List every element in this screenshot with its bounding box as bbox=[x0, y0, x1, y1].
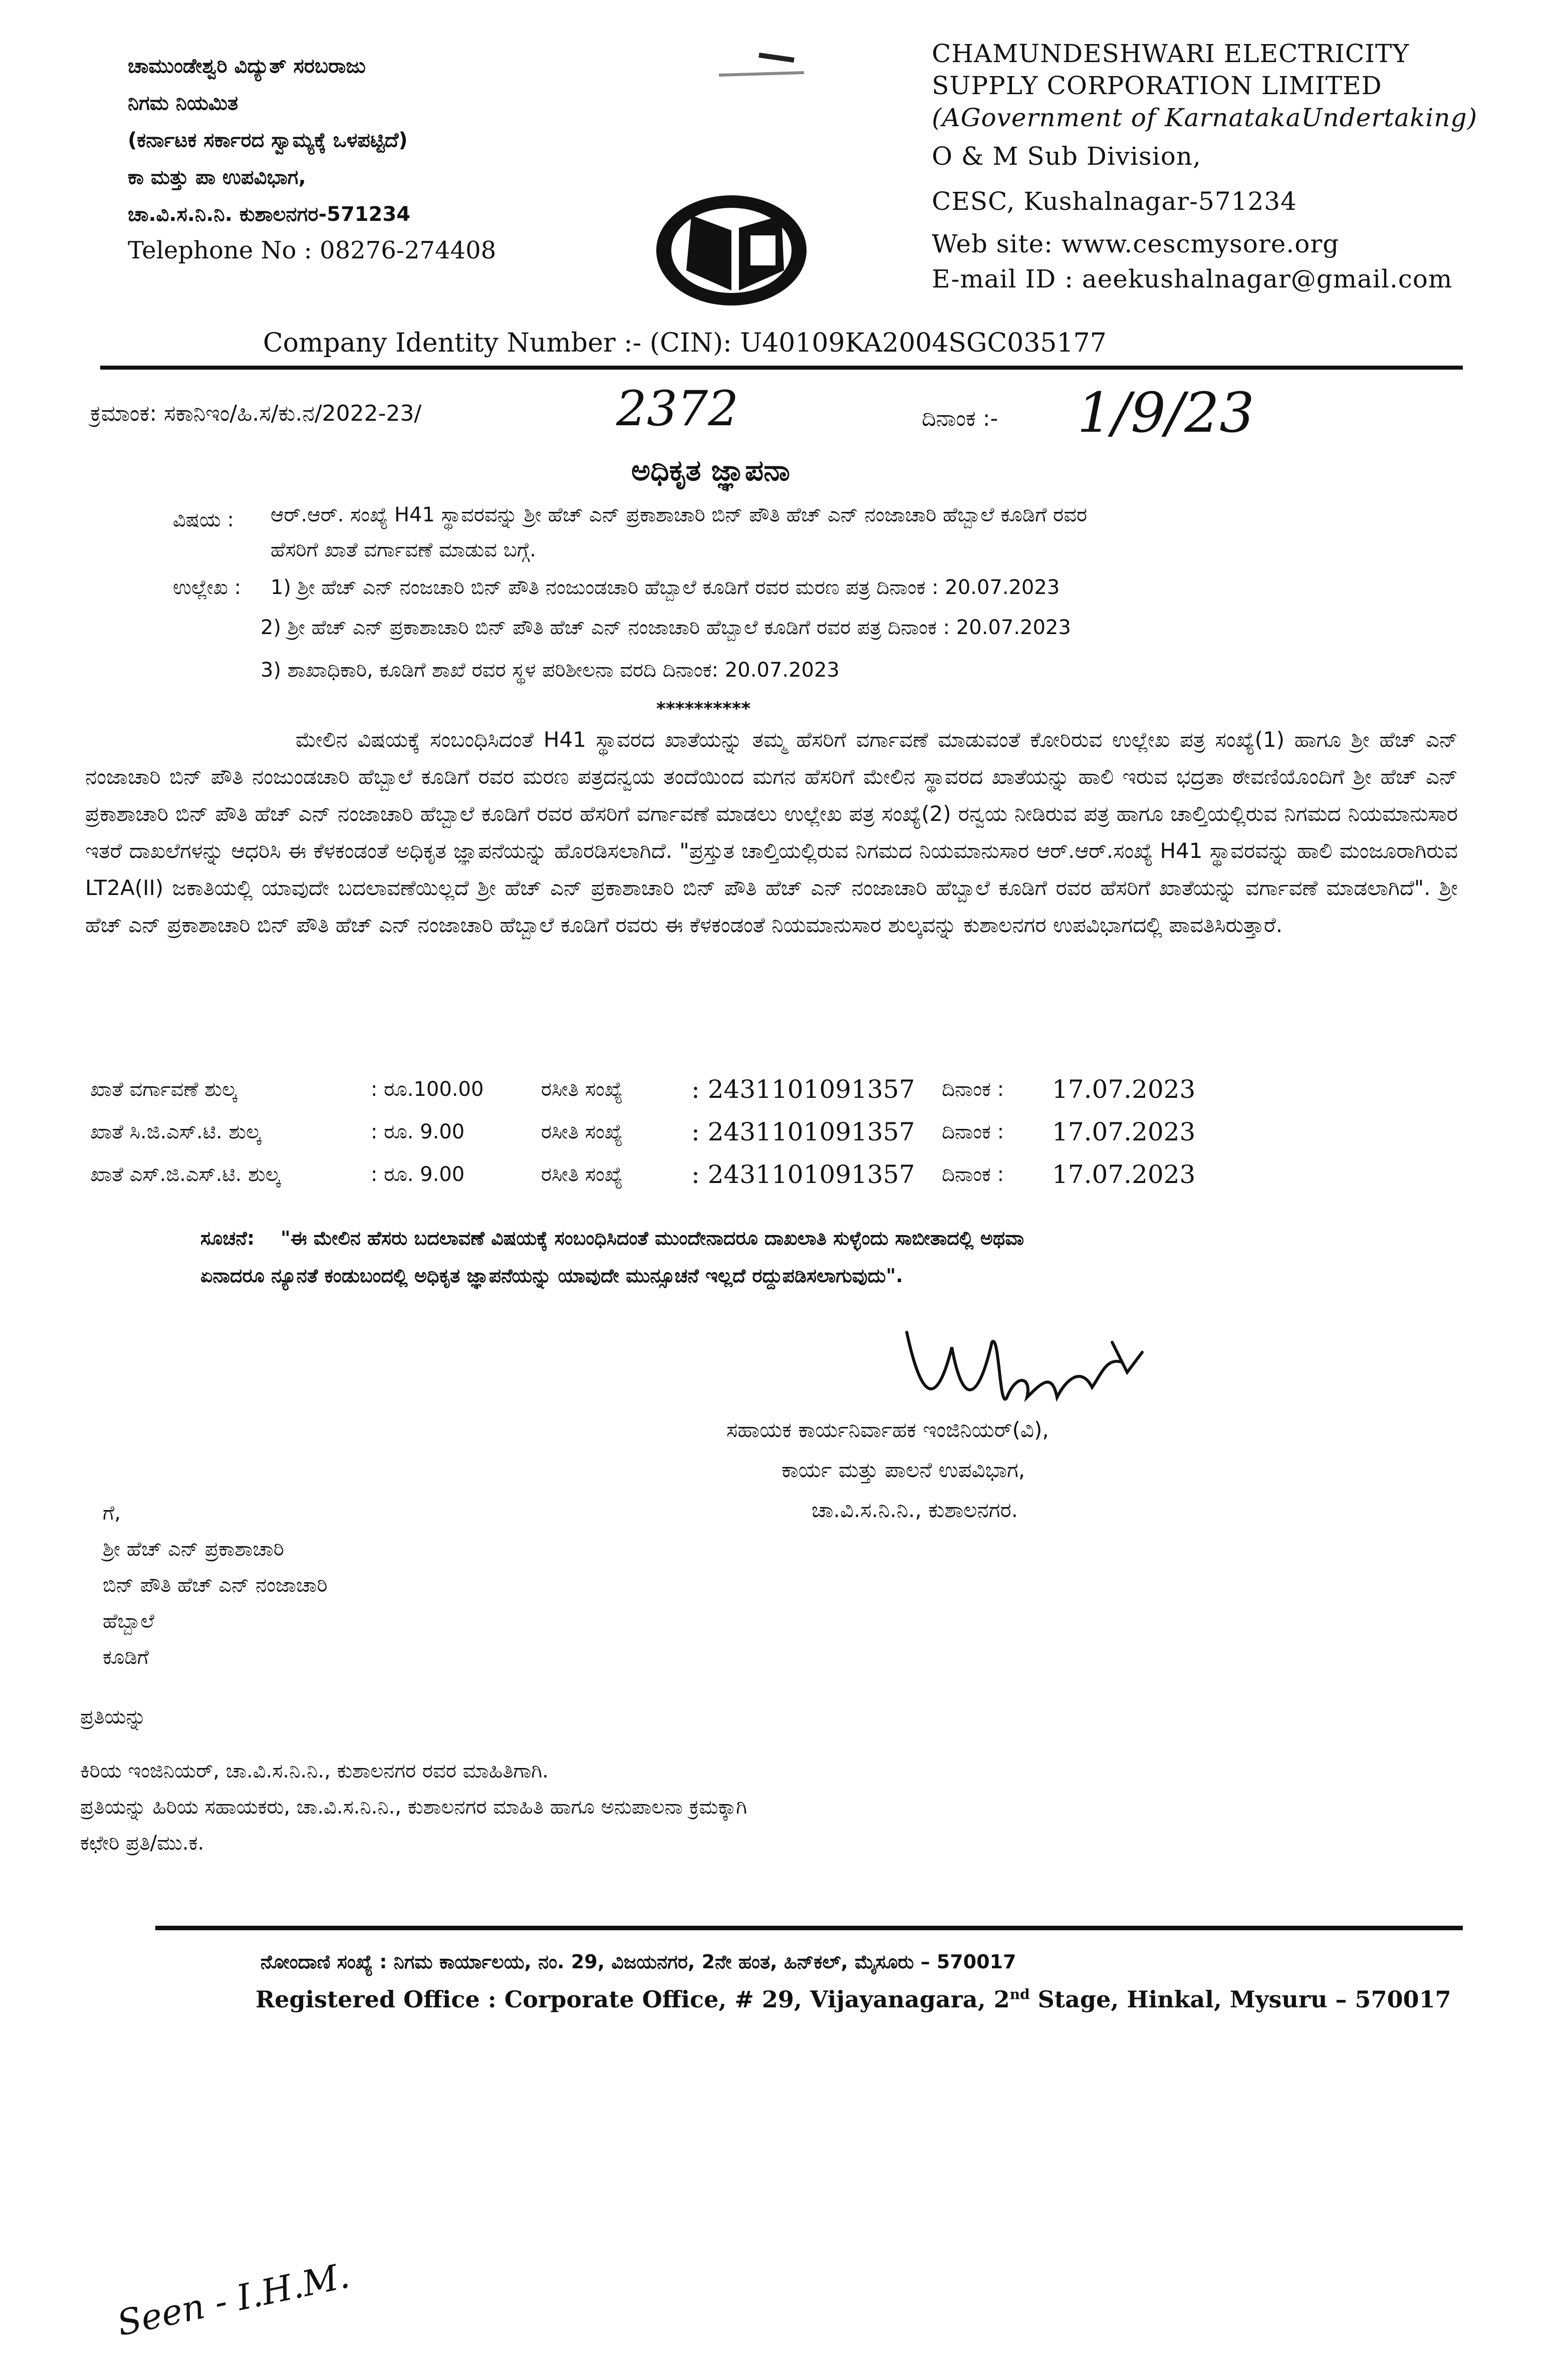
ref-number: 2372 bbox=[616, 381, 739, 437]
handwritten-note: Seen - I.H.M. bbox=[113, 2254, 353, 2344]
cesc-logo bbox=[631, 180, 842, 321]
cesc-logo-emblem-icon bbox=[631, 180, 842, 321]
fee-row bbox=[90, 1157, 1195, 1192]
header-en-line: SUPPLY CORPORATION LIMITED bbox=[932, 71, 1382, 100]
fee-label: ಖಾತೆ ಸಿ.ಜಿ.ಎಸ್.ಟಿ. ಶುಲ್ಕ bbox=[90, 1120, 261, 1143]
fee-date: 17.07.2023 bbox=[1052, 1160, 1196, 1189]
signatory-line: ಕಾರ್ಯ ಮತ್ತು ಪಾಲನೆ ಉಪವಿಭಾಗ, bbox=[782, 1457, 1025, 1482]
addressee-line: ಹೆಬ್ಬಾಲೆ bbox=[103, 1610, 154, 1633]
addressee-line: ಕೂಡಿಗೆ bbox=[103, 1646, 149, 1669]
header-english-block bbox=[932, 38, 1477, 294]
footer-kn-address: ನೋಂದಾಣಿ ಸಂಖ್ಯೆ : ನಿಗಮ ಕಾರ್ಯಾಲಯ, ನಂ. 29, ವಿಜಯನಗರ, 2ನೇ ಹಂತ, ಹಿನ್‌ಕಲ್, ಮೈಸೂರು – 570017 bbox=[261, 1951, 1016, 1973]
header-kn-line: (ಕರ್ನಾಟಕ ಸರ್ಕಾರದ ಸ್ವಾಮ್ಯಕ್ಕೆ ಒಳಪಟ್ಟಿದೆ) bbox=[128, 129, 408, 152]
subject-line: ಆರ್.ಆರ್. ಸಂಖ್ಯೆ H41 ಸ್ಥಾವರವನ್ನು ಶ್ರೀ ಹೆಚ್ ಎನ್ ಪ್ರಕಾಶಾಚಾರಿ ಬಿನ್ ಪೌತಿ ಹೆಚ್ ಎನ್ ನಂಜಾಚಾರಿ ಹೆಬ್ಬಾಲೆ ಕೂಡಿಗೆ ರವರ bbox=[271, 503, 1088, 526]
header-en-line: O & M Sub Division, bbox=[932, 142, 1201, 171]
subject-label: ವಿಷಯ : bbox=[173, 508, 234, 531]
memo-date: 1/9/23 bbox=[1077, 381, 1255, 445]
fee-date-label: ದಿನಾಂಕ : bbox=[942, 1078, 1004, 1101]
header-en-line: Web site: www.cescmysore.org bbox=[932, 229, 1340, 258]
footer-en-sup: nd bbox=[1009, 1986, 1030, 2003]
footer-en-address bbox=[255, 1986, 1451, 2013]
copy-block bbox=[80, 1753, 747, 1861]
header-kn-line: ನಿಗಮ ನಿಯಮಿತ bbox=[128, 92, 238, 115]
body-paragraph: ಮೇಲಿನ ವಿಷಯಕ್ಕೆ ಸಂಬಂಧಿಸಿದಂತೆ H41 ಸ್ಥಾವರದ ಖಾತೆಯನ್ನು ತಮ್ಮ ಹೆಸರಿಗೆ ವರ್ಗಾವಣೆ ಮಾಡುವಂತೆ ಕೋರಿರುವ ಉಲ್ಲೇಖ ಪತ್ರ ಸಂಖ್ಯೆ(1) ಹಾಗೂ ಶ್ರೀ ಹೆಚ್ ಎನ್ ನಂಜಾಚಾರಿ ಬಿನ್ ಪೌತಿ ನಂಜುಂಡಚಾರಿ ಹೆಬ್ಬಾಲೆ ಕೂಡಿಗೆ ರವರ ಮರಣ ಪತ್ರದನ್ವಯ ತಂದೆಯಿಂದ ಮಗನ ಹೆಸರಿಗೆ ಮೇಲಿನ ಸ್ಥಾವರದ ಖಾತೆಯನ್ನು ಹಾಲಿ ಇರುವ ಭದ್ರತಾ ಠೇವಣಿಯೊಂದಿಗೆ ಶ್ರೀ ಹೆಚ್ ಎನ್ ಪ್ರಕಾಶಾಚಾರಿ ಬಿನ್ ಪೌತಿ ಹೆಚ್ ಎನ್ ನಂಜಾಚಾರಿ ಹೆಬ್ಬಾಲೆ ಕೂಡಿಗೆ ರವರ ಹೆಸರಿಗೆ ವರ್ಗಾವಣೆ ಮಾಡಲು ಉಲ್ಲೇಖ ಪತ್ರ ಸಂಖ್ಯೆ(2) ರನ್ವಯ ನೀಡಿರುವ ಪತ್ರ ಹಾಗೂ ಚಾಲ್ತಿಯಲ್ಲಿರುವ ನಿಗಮದ ನಿಯಮಾನುಸಾರ ಇತರೆ ದಾಖಲೆಗಳನ್ನು ಆಧರಿಸಿ ಈ ಕೆಳಕಂಡಂತೆ ಅಧಿಕೃತ ಜ್ಞಾಪನೆಯನ್ನು ಹೊರಡಿಸಲಾಗಿದೆ. "ಪ್ರಸ್ತುತ ಚಾಲ್ತಿಯಲ್ಲಿರುವ ನಿಗಮದ ನಿಯಮಾನುಸಾರ ಆರ್.ಆರ್.ಸಂಖ್ಯೆ H41 ಸ್ಥಾವರವನ್ನು ಹಾಲಿ ಮಂಜೂರಾಗಿರುವ LT2A(II) ಜಕಾತಿಯಲ್ಲಿ ಯಾವುದೇ ಬದಲಾವಣೆಯಿಲ್ಲದೆ ಶ್ರೀ ಹೆಚ್ ಎನ್ ಪ್ರಕಾಶಾಚಾರಿ ಬಿನ್ ಪೌತಿ ಹೆಚ್ ಎನ್ ನಂಜಾಚಾರಿ ಹೆಬ್ಬಾಲೆ ಕೂಡಿಗೆ ರವರ ಹೆಸರಿಗೆ ಖಾತೆಯನ್ನು ವರ್ಗಾವಣೆ ಮಾಡಲಾಗಿದೆ". ಶ್ರೀ ಹೆಚ್ ಎನ್ ಪ್ರಕಾಶಾಚಾರಿ ಬಿನ್ ಪೌತಿ ಹೆಚ್ ಎನ್ ನಂಜಾಚಾರಿ ಹೆಬ್ಬಾಲೆ ಕೂಡಿಗೆ ರವರು ಈ ಕೆಳಕಂಡಂತೆ ನಿಯಮಾನುಸಾರ ಶುಲ್ಕವನ್ನು ಕುಶಾಲನಗರ ಉಪವಿಭಾಗದಲ್ಲಿ ಪಾವತಿಸಿರುತ್ತಾರೆ. bbox=[85, 727, 1458, 937]
handwritten-signature-icon bbox=[892, 1312, 1172, 1427]
addressee-line: ಬಿನ್ ಪೌತಿ ಹೆಚ್ ಎನ್ ನಂಜಾಚಾರಿ bbox=[103, 1574, 328, 1597]
receipt-number: : 2431101091357 bbox=[691, 1160, 915, 1189]
copy-line: ಕಛೇರಿ ಪ್ರತಿ/ಮು.ಕ. bbox=[80, 1832, 204, 1855]
addressee-line: ಶ್ರೀ ಹೆಚ್ ಎನ್ ಪ್ರಕಾಶಾಚಾರಿ bbox=[103, 1538, 284, 1561]
footer-divider bbox=[155, 1926, 1463, 1930]
date-label: ದಿನಾಂಕ :- bbox=[922, 406, 998, 431]
note-label: ಸೂಚನೆ: bbox=[200, 1227, 255, 1249]
receipt-number: : 2431101091357 bbox=[691, 1117, 915, 1146]
page-title: ಅಧಿಕೃತ ಜ್ಞಾಪನಾ bbox=[631, 453, 790, 487]
copy-label: ಪ್ರತಿಯನ್ನು bbox=[80, 1705, 146, 1728]
header-kn-line: ಚಾ.ವಿ.ಸ.ನಿ.ನಿ. ಕುಶಾಲನಗರ-571234 bbox=[128, 203, 411, 226]
references-label: ಉಲ್ಲೇಖ : bbox=[173, 576, 241, 599]
fee-row bbox=[90, 1114, 1195, 1149]
header-kannada-block bbox=[128, 48, 496, 268]
note-line: "ಈ ಮೇಲಿನ ಹೆಸರು ಬದಲಾವಣೆ ವಿಷಯಕ್ಕೆ ಸಂಬಂಧಿಸಿದಂತೆ ಮುಂದೇನಾದರೂ ದಾಖಲಾತಿ ಸುಳ್ಳೆಂದು ಸಾಬೀತಾದಲ್ಲಿ ಅಥವಾ bbox=[281, 1227, 1024, 1249]
header-faint-mark bbox=[644, 45, 874, 105]
fee-date-label: ದಿನಾಂಕ : bbox=[942, 1163, 1004, 1186]
fee-date-label: ದಿನಾಂಕ : bbox=[942, 1120, 1004, 1143]
header-en-line: E-mail ID : aeekushalnagar@gmail.com bbox=[932, 264, 1453, 293]
faint-emblem-icon bbox=[644, 45, 874, 105]
ref-label: ಕ್ರಮಾಂಕ: ಸಕಾನಿಇಂ/ಹಿ.ಸ/ಕು.ನ/2022-23/ bbox=[90, 401, 422, 426]
note-line: ಏನಾದರೂ ನ್ಯೂನತೆ ಕಂಡುಬಂದಲ್ಲಿ ಅಧಿಕೃತ ಜ್ಞಾಪನೆಯನ್ನು ಯಾವುದೇ ಮುನ್ಸೂಚನೆ ಇಲ್ಲದೆ ರದ್ದುಪಡಿಸಲಾಗುವುದು". bbox=[200, 1265, 903, 1287]
header-kn-line: ಕಾ ಮತ್ತು ಪಾ ಉಪವಿಭಾಗ, bbox=[128, 166, 306, 189]
reference-item: 3) ಶಾಖಾಧಿಕಾರಿ, ಕೂಡಿಗೆ ಶಾಖೆ ರವರ ಸ್ಥಳ ಪರಿಶೀಲನಾ ವರದಿ ದಿನಾಂಕ: 20.07.2023 bbox=[261, 659, 840, 682]
header-kn-line: ಚಾಮುಂಡೇಶ್ವರಿ ವಿದ್ಯುತ್ ಸರಬರಾಜು bbox=[128, 55, 366, 78]
fee-row bbox=[90, 1072, 1195, 1107]
footer-en-prefix: Registered Office : Corporate Office, # 29, Vijayanagara, 2 bbox=[255, 1986, 1010, 2013]
header-en-line: (AGovernment of KarnatakaUndertaking) bbox=[932, 103, 1478, 132]
addressee-line: ಗೆ, bbox=[103, 1502, 121, 1525]
addressee-block bbox=[103, 1495, 328, 1675]
fee-label: ಖಾತೆ ವರ್ಗಾವಣೆ ಶುಲ್ಕ bbox=[90, 1078, 237, 1101]
fee-date: 17.07.2023 bbox=[1052, 1117, 1196, 1146]
copy-line: ಪ್ರತಿಯನ್ನು ಹಿರಿಯ ಸಹಾಯಕರು, ಚಾ.ವಿ.ಸ.ನಿ.ನಿ., ಕುಶಾಲನಗರ ಮಾಹಿತಿ ಹಾಗೂ ಅನುಪಾಲನಾ ಕ್ರಮಕ್ಕಾಗಿ bbox=[80, 1796, 747, 1819]
receipt-label: ರಸೀತಿ ಸಂಖ್ಯೆ bbox=[541, 1078, 623, 1101]
telephone: Telephone No : 08276-274408 bbox=[128, 236, 496, 264]
header-en-line: CHAMUNDESHWARI ELECTRICITY bbox=[932, 39, 1410, 68]
fee-amount: : ರೂ. 9.00 bbox=[371, 1163, 465, 1186]
copy-line: ಕಿರಿಯ ಇಂಜಿನಿಯರ್, ಚಾ.ವಿ.ಸ.ನಿ.ನಿ., ಕುಶಾಲನಗರ ರವರ ಮಾಹಿತಿಗಾಗಿ. bbox=[80, 1759, 549, 1782]
fee-amount: : ರೂ. 9.00 bbox=[371, 1120, 465, 1143]
header-divider bbox=[100, 366, 1463, 370]
reference-item: 1) ಶ್ರೀ ಹೆಚ್ ಎನ್ ನಂಜಚಾರಿ ಬಿನ್ ಪೌತಿ ನಂಜುಂಡಚಾರಿ ಹೆಬ್ಬಾಲೆ ಕೂಡಿಗೆ ರವರ ಮರಣ ಪತ್ರ ದಿನಾಂಕ : 20.07.2023 bbox=[271, 576, 1060, 599]
header-en-line: CESC, Kushalnagar-571234 bbox=[932, 187, 1297, 216]
signatory-line: ಚಾ.ವಿ.ಸ.ನಿ.ನಿ., ಕುಶಾಲನಗರ. bbox=[812, 1498, 1018, 1522]
footer-en-suffix: Stage, Hinkal, Mysuru – 570017 bbox=[1029, 1986, 1451, 2013]
cin-number: Company Identity Number :- (CIN): U40109KA2004SGC035177 bbox=[263, 328, 1107, 358]
signatory-line: ಸಹಾಯಕ ಕಾರ್ಯನಿರ್ವಾಹಕ ಇಂಜಿನಿಯರ್(ವಿ), bbox=[726, 1417, 1049, 1442]
receipt-label: ರಸೀತಿ ಸಂಖ್ಯೆ bbox=[541, 1163, 623, 1186]
fee-label: ಖಾತೆ ಎಸ್.ಜಿ.ಎಸ್.ಟಿ. ಶುಲ್ಕ bbox=[90, 1163, 281, 1186]
receipt-number: : 2431101091357 bbox=[691, 1075, 915, 1104]
subject-line: ಹೆಸರಿಗೆ ಖಾತೆ ವರ್ಗಾವಣೆ ಮಾಡುವ ಬಗ್ಗೆ. bbox=[271, 538, 537, 561]
reference-item: 2) ಶ್ರೀ ಹೆಚ್ ಎನ್ ಪ್ರಕಾಶಾಚಾರಿ ಬಿನ್ ಪೌತಿ ಹೆಚ್ ಎನ್ ನಂಜಾಚಾರಿ ಹೆಬ್ಬಾಲೆ ಕೂಡಿಗೆ ರವರ ಪತ್ರ ದಿನಾಂಕ : 20.07.2023 bbox=[261, 616, 1071, 639]
fee-date: 17.07.2023 bbox=[1052, 1075, 1196, 1104]
separator: ********** bbox=[656, 699, 751, 719]
receipt-label: ರಸೀತಿ ಸಂಖ್ಯೆ bbox=[541, 1120, 623, 1143]
signature bbox=[892, 1312, 1172, 1427]
fee-amount: : ರೂ.100.00 bbox=[371, 1078, 484, 1101]
